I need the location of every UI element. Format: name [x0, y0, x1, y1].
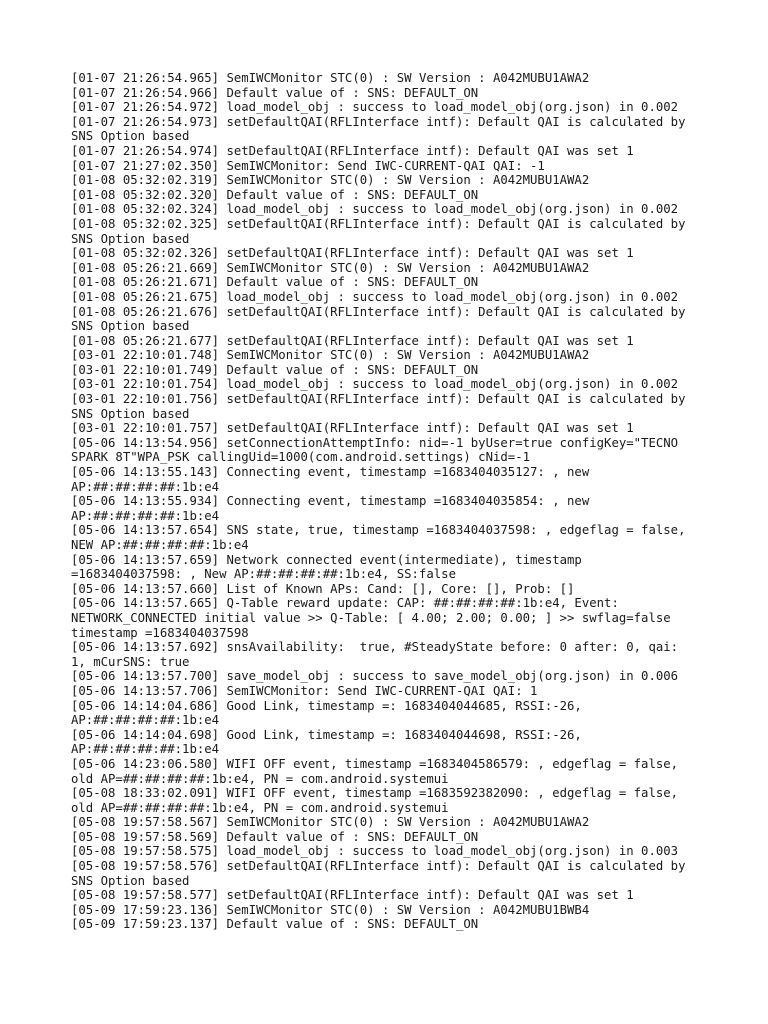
- log-line: [01-08 05:32:02.319] SemIWCMonitor STC(0) : SW Version : A042MUBU1AWA2: [71, 173, 590, 188]
- log-line: AP:##:##:##:##:1b:e4: [71, 713, 220, 728]
- log-line: SNS Option based: [71, 129, 190, 144]
- log-line: [01-08 05:26:21.669] SemIWCMonitor STC(0) : SW Version : A042MUBU1AWA2: [71, 260, 590, 275]
- log-line: SNS Option based: [71, 873, 190, 888]
- log-line: [01-08 05:32:02.326] setDefaultQAI(RFLInterface intf): Default QAI was set 1: [71, 246, 634, 261]
- log-line: [01-07 21:26:54.973] setDefaultQAI(RFLInterface intf): Default QAI is calculated by: [71, 114, 686, 129]
- log-line: [01-08 05:26:21.677] setDefaultQAI(RFLInterface intf): Default QAI was set 1: [71, 333, 634, 348]
- log-line: AP:##:##:##:##:1b:e4: [71, 479, 220, 494]
- log-line: [01-08 05:32:02.320] Default value of : SNS: DEFAULT_ON: [71, 187, 479, 202]
- log-line: AP:##:##:##:##:1b:e4: [71, 508, 220, 523]
- log-line: [01-08 05:26:21.671] Default value of : SNS: DEFAULT_ON: [71, 275, 479, 290]
- log-line: [05-06 14:13:57.654] SNS state, true, timestamp =1683404037598: , edgeflag = false,: [71, 523, 686, 538]
- log-line: [05-06 14:13:57.665] Q-Table reward update: CAP: ##:##:##:##:1b:e4, Event:: [71, 596, 619, 611]
- log-line: [05-06 14:14:04.686] Good Link, timestamp =: 1683404044685, RSSI:-26,: [71, 698, 582, 713]
- log-line: [01-07 21:26:54.974] setDefaultQAI(RFLInterface intf): Default QAI was set 1: [71, 143, 634, 158]
- log-line: [01-07 21:27:02.350] SemIWCMonitor: Send IWC-CURRENT-QAI QAI: -1: [71, 158, 545, 173]
- log-line: [05-08 19:57:58.569] Default value of : SNS: DEFAULT_ON: [71, 829, 479, 844]
- log-line: [03-01 22:10:01.749] Default value of : SNS: DEFAULT_ON: [71, 362, 479, 377]
- log-line: [05-09 17:59:23.136] SemIWCMonitor STC(0) : SW Version : A042MUBU1BWB4: [71, 902, 590, 917]
- log-line: [05-06 14:13:57.660] List of Known APs: Cand: [], Core: [], Prob: []: [71, 581, 575, 596]
- log-text-block: [71, 71, 711, 932]
- log-line: [05-06 14:13:57.692] snsAvailability: true, #SteadyState before: 0 after: 0, qai:: [71, 640, 679, 655]
- log-line: NETWORK_CONNECTED initial value >> Q-Table: [ 4.00; 2.00; 0.00; ] >> swflag=false: [71, 610, 671, 625]
- log-line: [05-06 14:14:04.698] Good Link, timestamp =: 1683404044698, RSSI:-26,: [71, 727, 582, 742]
- log-line: [05-06 14:13:55.143] Connecting event, timestamp =1683404035127: , new: [71, 465, 590, 480]
- log-line: [01-08 05:32:02.325] setDefaultQAI(RFLInterface intf): Default QAI is calculated by: [71, 216, 686, 231]
- log-line: SNS Option based: [71, 406, 190, 421]
- log-line: =1683404037598: , New AP:##:##:##:##:1b:e4, SS:false: [71, 567, 456, 582]
- log-line: [03-01 22:10:01.756] setDefaultQAI(RFLInterface intf): Default QAI is calculated by: [71, 392, 686, 407]
- log-line: timestamp =1683404037598: [71, 625, 249, 640]
- log-line: [05-06 14:23:06.580] WIFI OFF event, timestamp =1683404586579: , edgeflag = false,: [71, 756, 679, 771]
- log-line: [05-06 14:13:57.700] save_model_obj : success to save_model_obj(org.json) in 0.006: [71, 669, 679, 684]
- log-line: [03-01 22:10:01.754] load_model_obj : success to load_model_obj(org.json) in 0.002: [71, 377, 679, 392]
- log-line: [03-01 22:10:01.748] SemIWCMonitor STC(0) : SW Version : A042MUBU1AWA2: [71, 348, 590, 363]
- log-line: [01-07 21:26:54.972] load_model_obj : success to load_model_obj(org.json) in 0.002: [71, 100, 679, 115]
- log-line: [05-08 18:33:02.091] WIFI OFF event, timestamp =1683592382090: , edgeflag = false,: [71, 786, 679, 801]
- log-line: 1, mCurSNS: true: [71, 654, 190, 669]
- log-line: [05-08 19:57:58.576] setDefaultQAI(RFLInterface intf): Default QAI is calculated by: [71, 859, 686, 874]
- log-line: [01-08 05:26:21.676] setDefaultQAI(RFLInterface intf): Default QAI is calculated by: [71, 304, 686, 319]
- log-line: [03-01 22:10:01.757] setDefaultQAI(RFLInterface intf): Default QAI was set 1: [71, 421, 634, 436]
- log-line: [05-06 14:13:57.706] SemIWCMonitor: Send IWC-CURRENT-QAI QAI: 1: [71, 683, 538, 698]
- log-line: [05-09 17:59:23.137] Default value of : SNS: DEFAULT_ON: [71, 917, 479, 932]
- log-line: [01-08 05:26:21.675] load_model_obj : success to load_model_obj(org.json) in 0.002: [71, 289, 679, 304]
- log-line: [05-08 19:57:58.577] setDefaultQAI(RFLInterface intf): Default QAI was set 1: [71, 888, 634, 903]
- log-line: [01-07 21:26:54.966] Default value of : SNS: DEFAULT_ON: [71, 85, 479, 100]
- log-line: old AP=##:##:##:##:1b:e4, PN = com.android.systemui: [71, 771, 449, 786]
- log-line: [05-08 19:57:58.567] SemIWCMonitor STC(0) : SW Version : A042MUBU1AWA2: [71, 815, 590, 830]
- log-line: SPARK 8T"WPA_PSK callingUid=1000(com.android.settings) cNid=-1: [71, 450, 531, 465]
- log-line: AP:##:##:##:##:1b:e4: [71, 742, 220, 757]
- log-line: [05-06 14:13:54.956] setConnectionAttemptInfo: nid=-1 byUser=true configKey="TECNO: [71, 435, 679, 450]
- log-line: [01-07 21:26:54.965] SemIWCMonitor STC(0) : SW Version : A042MUBU1AWA2: [71, 71, 590, 85]
- log-line: old AP=##:##:##:##:1b:e4, PN = com.android.systemui: [71, 800, 449, 815]
- log-line: NEW AP:##:##:##:##:1b:e4: [71, 538, 249, 552]
- log-line: SNS Option based: [71, 231, 190, 246]
- log-line: SNS Option based: [71, 319, 190, 334]
- log-line: [01-08 05:32:02.324] load_model_obj : success to load_model_obj(org.json) in 0.002: [71, 202, 679, 217]
- log-line: [05-06 14:13:55.934] Connecting event, timestamp =1683404035854: , new: [71, 494, 590, 509]
- log-line: [05-06 14:13:57.659] Network connected event(intermediate), timestamp: [71, 552, 582, 567]
- log-line: [05-08 19:57:58.575] load_model_obj : success to load_model_obj(org.json) in 0.003: [71, 844, 679, 859]
